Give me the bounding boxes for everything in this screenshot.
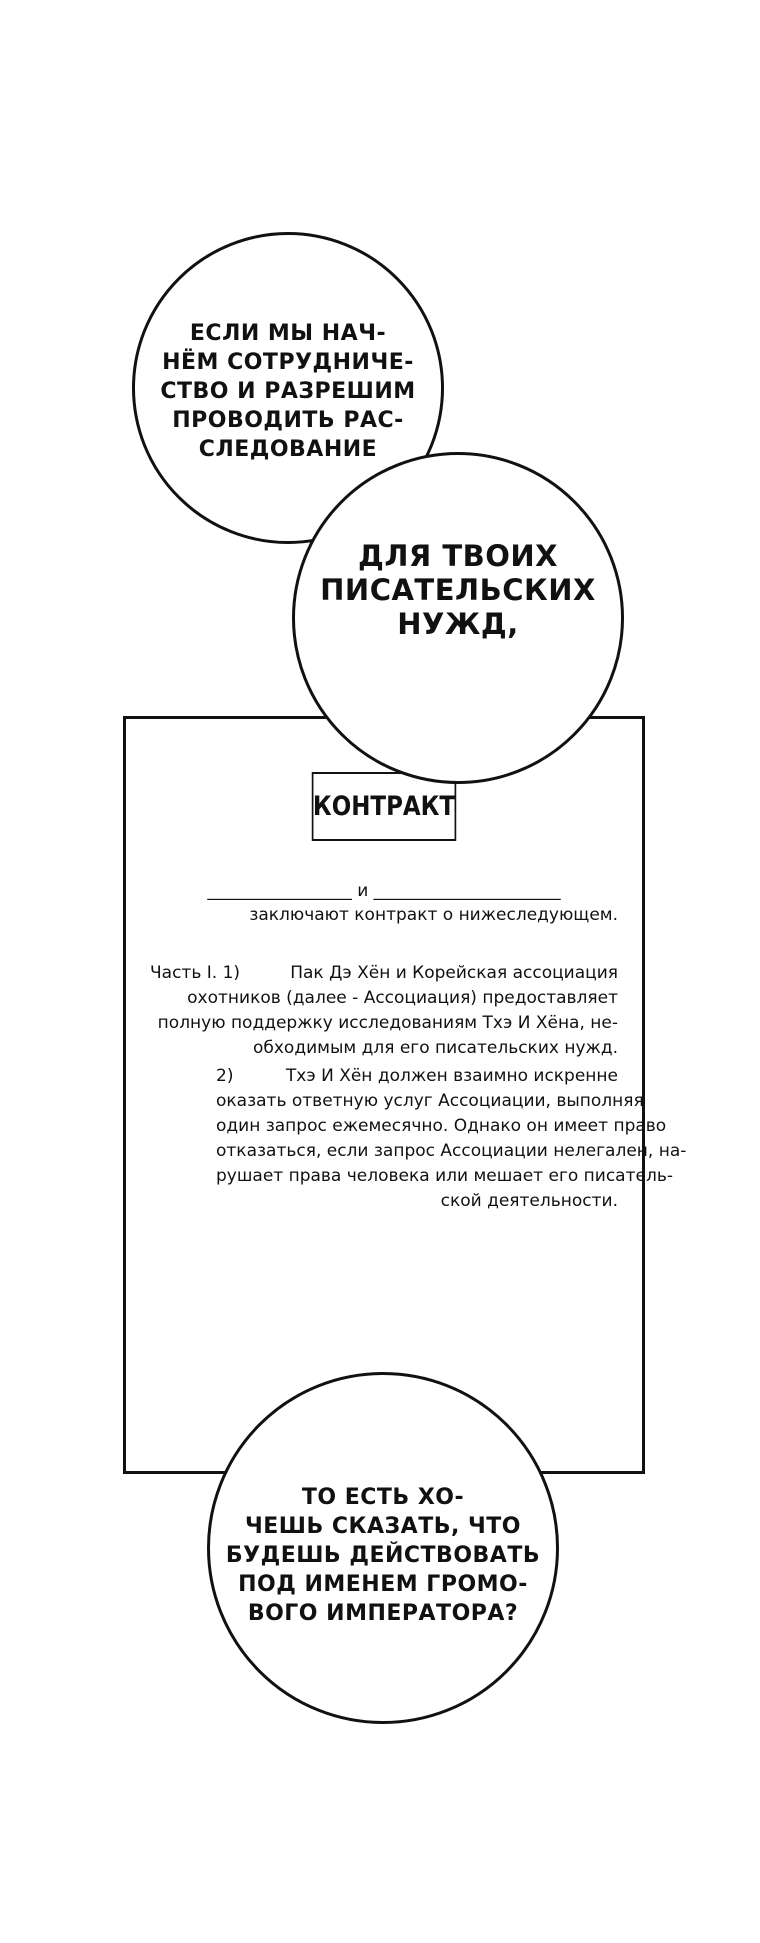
contract-document — [123, 716, 687, 1474]
clause-line: отказаться, если запрос Ассоциации нелегален, на- — [216, 1141, 687, 1161]
bubble-line: ВОГО ИМПЕРАТОРА? — [247, 1601, 519, 1626]
bubble-line: ПИСАТЕЛЬСКИХ — [320, 573, 596, 607]
speech-bubble-thunder-emperor — [207, 1372, 559, 1724]
speech-bubble-writing-needs — [292, 452, 624, 784]
clause-line: охотников (далее - Ассоциация) предоставляет — [187, 988, 618, 1008]
bubble-line: НУЖД, — [397, 607, 519, 641]
clause-first-row — [216, 1064, 618, 1089]
clause-line: полную поддержку исследованиям Тхэ И Хёна, не- — [157, 1013, 618, 1033]
speech-bubble-cooperation-text — [135, 319, 441, 464]
speech-bubble-thunder-emperor-text — [210, 1483, 556, 1628]
bubble-line: НЁМ СОТРУДНИЧЕ- — [162, 350, 414, 375]
clause-line: рушает права человека или мешает его писатель- — [216, 1166, 673, 1186]
contract-parties-line: _________________ и ______________________ — [207, 881, 561, 901]
bubble-line: БУДЕШЬ ДЕЙСТВОВАТЬ — [225, 1543, 541, 1568]
bubble-line: ТО ЕСТЬ ХО- — [301, 1485, 465, 1510]
bubble-line: ДЛЯ ТВОИХ — [357, 539, 558, 573]
contract-title: КОНТРАКТ — [312, 772, 457, 841]
clause-line: оказать ответную услуг Ассоциации, выполняя — [216, 1091, 644, 1111]
bubble-line: ЧЕШЬ СКАЗАТЬ, ЧТО — [244, 1514, 521, 1539]
clause-label: Часть I. 1) — [150, 963, 241, 983]
clause-first-line: Тхэ И Хён должен взаимно искренне — [285, 1066, 618, 1086]
bubble-line: ПОД ИМЕНЕМ ГРОМО- — [238, 1572, 528, 1597]
bubble-line: ЕСЛИ МЫ НАЧ- — [189, 321, 387, 346]
speech-bubble-writing-needs-text — [295, 539, 621, 641]
bubble-line: СТВО И РАЗРЕШИМ — [160, 379, 416, 404]
clause-line: обходимым для его писательских нужд. — [252, 1038, 618, 1058]
clause-first-line: Пак Дэ Хён и Корейская ассоциация — [290, 963, 618, 983]
contract-intro-line: заключают контракт о нижеследующем. — [249, 905, 618, 925]
clause-label: 2) — [216, 1066, 234, 1086]
contract-clause-1 — [150, 961, 618, 1061]
contract-clause-2 — [216, 1064, 687, 1214]
clause-line: ской деятельности. — [440, 1191, 618, 1211]
bubble-line: ПРОВОДИТЬ РАС- — [172, 408, 404, 433]
clause-line: один запрос ежемесячно. Однако он имеет право — [216, 1116, 667, 1136]
bubble-line: СЛЕДОВАНИЕ — [198, 437, 378, 462]
clause-first-row — [150, 961, 618, 986]
